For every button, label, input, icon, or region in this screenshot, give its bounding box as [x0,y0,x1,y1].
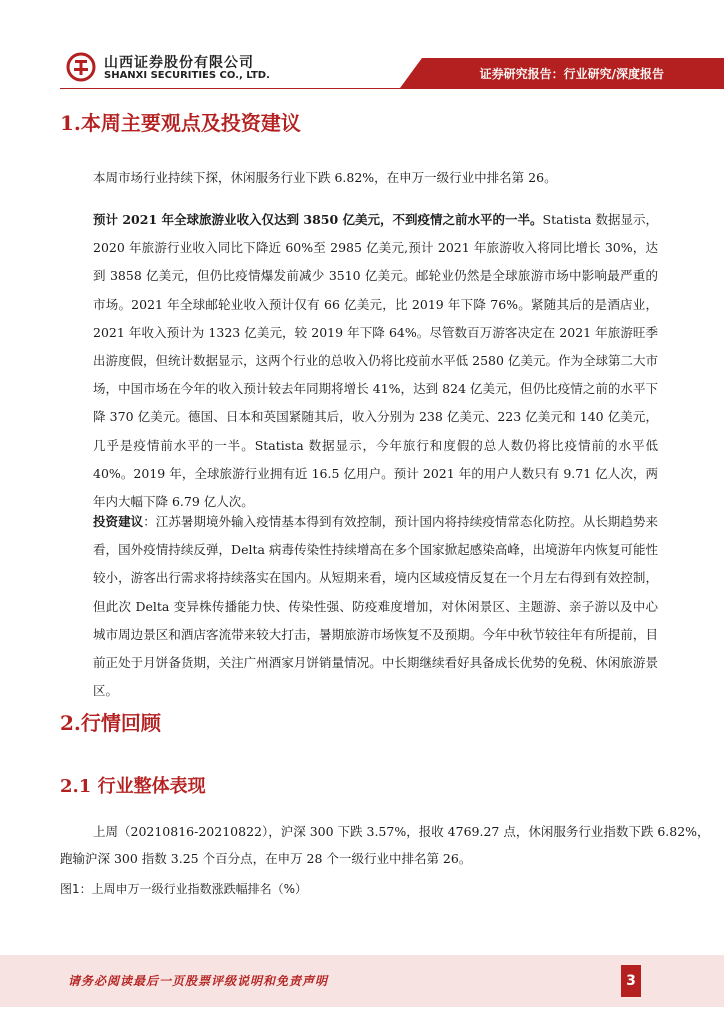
report-type-banner [400,58,724,88]
header-divider [60,88,724,89]
section-1-paragraph-1: 本周市场行业持续下探，休闲服务行业下跌 6.82%，在申万一级行业中排名第 26。 [93,170,557,185]
page-header [0,0,724,92]
shanxi-securities-logo-icon [66,52,96,82]
investment-advice-lead: 投资建议 [93,514,144,529]
page-footer [0,955,724,1007]
section-2-1-title: 2.1 行业整体表现 [60,776,206,797]
section-1-title: 1.本周主要观点及投资建议 [60,111,301,135]
investment-advice-body: ：江苏暑期境外输入疫情基本得到有效控制，预计国内将持续疫情常态化防控。从长期趋势来看，国外疫情持续反弹，Delta 病毒传染性持续增高在多个国家掀起感染高峰，出境游年内恢复可能性较小，游客出行需求将持续落实在国内。从短期来看，境内区域疫情反复在一个月左右得到有效控制，但此次 Delta 变异株传播能力快、传染性强、防疫难度增加，对休闲景区、主题游、亲子游以及中心城市周边景区和酒店客流带来较大打击，暑期旅游市场恢复不及预期。今年中秋节较往年有所提前，目前正处于月饼备货期，关注广州酒家月饼销量情况。中长期继续看好具备成长优势的免税、休闲旅游景区。 [93,514,658,699]
report-type-label: 证券研究报告：行业研究/深度报告 [479,67,664,81]
paragraph-2-body: Statista 数据显示，2020 年旅游行业收入同比下降近 60%至 2985 亿美元,预计 2021 年旅游收入将同比增长 30%，达到 3858 亿美元，但仍比疫情爆发前减少 3510 亿美元。邮轮业仍然是全球旅游市场中影响最严重的市场。2021 年全球邮轮业收入预计仅有 66 亿美元，比 2019 年下降 76%。紧随其后的是酒店业，2021 年收入预计为 1323 亿美元，较 2019 年下降 64%。尽管数百万游客决定在 2021 年旅游旺季出游度假，但统计数据显示，这两个行业的总收入仍将比疫前水平低 2580 亿美元。作为全球第二大市场，中国市场在今年的收入预计较去年同期将增长 41%，达到 824 亿美元，但仍比疫情之前的水平下降 370 亿美元。德国、日本和英国紧随其后，收入分别为 238 亿美元、223 亿美元和 140 亿美元，几乎是疫情前水平的一半。Statista 数据显示，今年旅行和度假的总人数仍将比疫情前的水平低 40%。2019 年，全球旅游行业拥有近 16.5 亿用户。预计 2021 年的用户人数只有 9.71 亿人次，两年内大幅下降 6.79 亿人次。 [93,212,658,510]
figure-caption: 图1：上周申万一级行业指数涨跌幅排名（%） [60,882,308,896]
section-1-paragraph-2 [93,206,658,516]
disclaimer-notice: 请务必阅读最后一页股票评级说明和免责声明 [68,974,329,988]
company-name-en: SHANXI SECURITIES CO., LTD. [104,70,270,81]
paragraph-line: 跑输沪深 300 指数 3.25 个百分点，在申万 28 个一级行业中排名第 26。 [60,851,472,866]
investment-advice-paragraph [93,508,658,705]
section-2-title: 2.行情回顾 [60,711,161,735]
company-name-cn: 山西证券股份有限公司 [104,55,254,71]
page-number: 3 [621,965,641,997]
paragraph-2-lead: 预计 2021 年全球旅游业收入仅达到 3850 亿美元，不到疫情之前水平的一半。 [93,212,543,227]
paragraph-line: 上周（20210816-20210822），沪深 300 下跌 3.57%，报收 4769.27 点，休闲服务行业指数下跌 6.82%， [93,824,710,839]
